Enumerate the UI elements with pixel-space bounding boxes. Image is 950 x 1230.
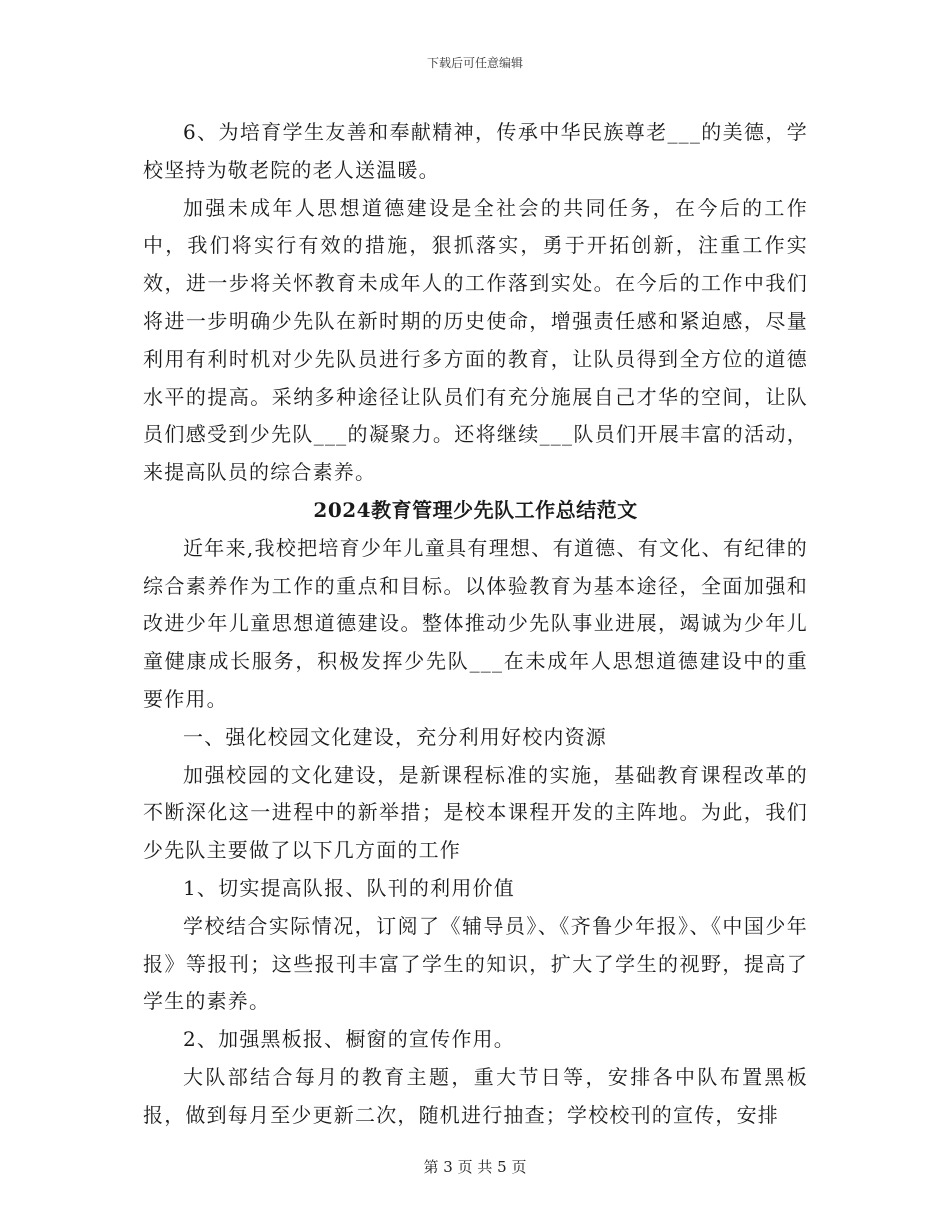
paragraph: 大队部结合每月的教育主题，重大节日等，安排各中队布置黑板报，做到每月至少更新二次，随机进行抽查；学校校刊的宣传，安排 bbox=[143, 1064, 808, 1127]
paragraph: 学校结合实际情况，订阅了《辅导员》、《齐鲁少年报》、《中国少年报》等报刊；这些报刊丰富了学生的知识，扩大了学生的视野，提高了学生的素养。 bbox=[143, 913, 808, 1014]
document-title: 2024教育管理少先队工作总结范文 bbox=[313, 497, 638, 522]
page-header: 下载后可任意编辑 bbox=[426, 56, 523, 70]
document-body bbox=[143, 114, 808, 1135]
paragraph: 加强校园的文化建设，是新课程标准的实施，基础教育课程改革的不断深化这一进程中的新举措；是校本课程开发的主阵地。为此，我们少先队主要做了以下几方面的工作 bbox=[143, 762, 808, 863]
subsection-heading: 1、切实提高队报、队刊的利用价值 bbox=[183, 875, 515, 900]
page-number: 第 3 页 共 5 页 bbox=[423, 1158, 527, 1176]
subsection-heading: 2、加强黑板报、橱窗的宣传作用。 bbox=[183, 1027, 515, 1052]
paragraph: 加强未成年人思想道德建设是全社会的共同任务，在今后的工作中，我们将实行有效的措施，狠抓落实，勇于开拓创新，注重工作实效，进一步将关怀教育未成年人的工作落到实处。在今后的工作中我们将进一步明确少先队在新时期的历史使命，增强责任感和紧迫感，尽量利用有利时机对少先队员进行多方面的教育，让队员得到全方位的道德水平的提高。采纳多种途径让队员们有充分施展自己才华的空间，让队员们感受到少先队___的凝聚力。还将继续___队员们开展丰富的活动，来提高队员的综合素养。 bbox=[143, 195, 808, 485]
paragraph: 近年来,我校把培育少年儿童具有理想、有道德、有文化、有纪律的综合素养作为工作的重点和目标。以体验教育为基本途径，全面加强和改进少年儿童思想道德建设。整体推动少先队事业进展，竭诚为少年儿童健康成长服务，积极发挥少先队___在未成年人思想道德建设中的重要作用。 bbox=[143, 535, 808, 711]
section-heading: 一、强化校园文化建设，充分利用好校内资源 bbox=[183, 724, 607, 749]
paragraph: 6、为培育学生友善和奉献精神，传承中华民族尊老___的美德，学校坚持为敬老院的老人送温暖。 bbox=[143, 120, 808, 182]
